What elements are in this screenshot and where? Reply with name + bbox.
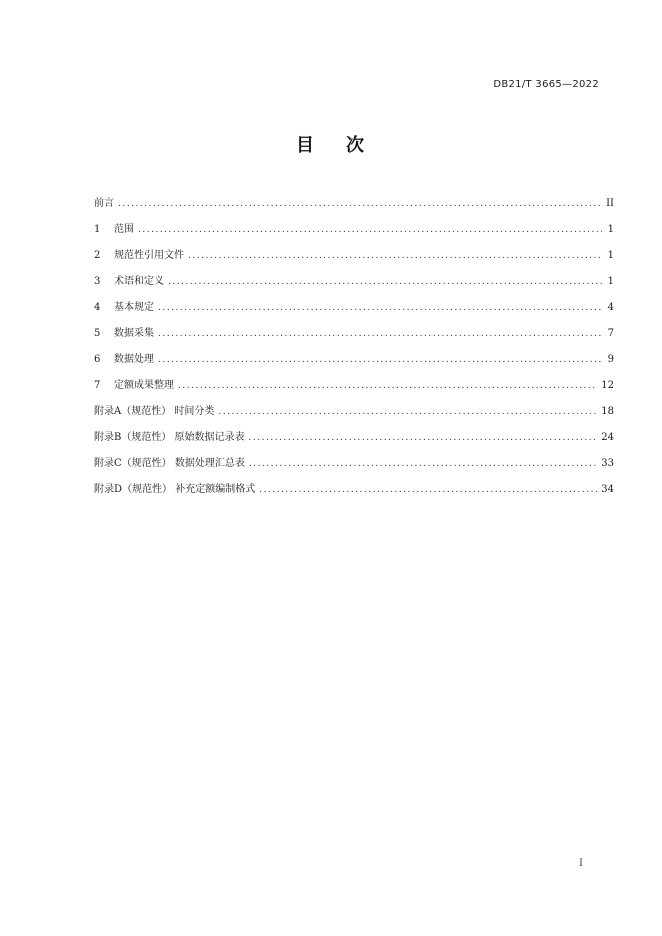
toc-entry-text: 附录A（规范性） 时间分类 bbox=[94, 406, 215, 417]
toc-entry-text: 规范性引用文件 bbox=[114, 250, 184, 261]
toc-entry-text: 术语和定义 bbox=[114, 276, 164, 287]
toc-leader-dots bbox=[218, 405, 597, 419]
toc-entry-text: 定额成果整理 bbox=[114, 380, 174, 391]
toc-entry-page: 1 bbox=[607, 250, 614, 261]
toc-leader-dots bbox=[168, 275, 602, 289]
toc-entry-basic-provisions[interactable] bbox=[94, 295, 614, 321]
toc-entry-page: 9 bbox=[607, 354, 614, 365]
toc-list bbox=[94, 191, 614, 503]
toc-entry-data-processing[interactable] bbox=[94, 347, 614, 373]
toc-entry-text: 数据采集 bbox=[114, 328, 154, 339]
toc-entry-preface[interactable] bbox=[94, 191, 614, 217]
toc-leader-dots bbox=[158, 353, 602, 367]
toc-entry-text: 附录B（规范性） 原始数据记录表 bbox=[94, 432, 245, 443]
toc-entry-text: 前言 bbox=[94, 198, 114, 209]
toc-entry-number: 6 bbox=[94, 354, 101, 365]
toc-entry-number: 7 bbox=[94, 380, 101, 391]
toc-entry-normative-references[interactable] bbox=[94, 243, 614, 269]
toc-entry-page: 33 bbox=[601, 458, 614, 469]
toc-entry-page: 34 bbox=[601, 484, 614, 495]
toc-leader-dots bbox=[249, 431, 598, 445]
toc-entry-number: 4 bbox=[94, 302, 101, 313]
toc-leader-dots bbox=[259, 483, 597, 497]
toc-entry-data-collection[interactable] bbox=[94, 321, 614, 347]
toc-entry-number: 1 bbox=[94, 224, 101, 235]
toc-entry-page: 18 bbox=[601, 406, 614, 417]
toc-entry-page: 24 bbox=[601, 432, 614, 443]
toc-title-char-1: 目 bbox=[296, 135, 316, 156]
toc-entry-appendix-a[interactable] bbox=[94, 399, 614, 425]
toc-entry-page: 1 bbox=[607, 276, 614, 287]
toc-leader-dots bbox=[178, 379, 597, 393]
toc-leader-dots bbox=[158, 301, 602, 315]
toc-leader-dots bbox=[158, 327, 602, 341]
page-number: I bbox=[579, 858, 583, 869]
toc-entry-text: 附录C（规范性） 数据处理汇总表 bbox=[94, 458, 245, 469]
toc-entry-page: 7 bbox=[607, 328, 614, 339]
toc-title bbox=[0, 131, 662, 157]
toc-leader-dots bbox=[118, 197, 602, 211]
toc-entry-terms-definitions[interactable] bbox=[94, 269, 614, 295]
toc-entry-text: 附录D（规范性） 补充定额编制格式 bbox=[94, 484, 256, 495]
toc-entry-page: 12 bbox=[601, 380, 614, 391]
toc-leader-dots bbox=[188, 249, 602, 263]
toc-entry-number: 2 bbox=[94, 250, 101, 261]
toc-leader-dots bbox=[249, 457, 597, 471]
toc-entry-appendix-b[interactable] bbox=[94, 425, 614, 451]
toc-entry-text: 范围 bbox=[114, 224, 134, 235]
toc-entry-quota-results[interactable] bbox=[94, 373, 614, 399]
toc-entry-page: II bbox=[606, 198, 614, 209]
document-code: DB21/T 3665—2022 bbox=[493, 79, 599, 90]
toc-entry-appendix-d[interactable] bbox=[94, 477, 614, 503]
toc-entry-appendix-c[interactable] bbox=[94, 451, 614, 477]
toc-entry-text: 基本规定 bbox=[114, 302, 154, 313]
toc-leader-dots bbox=[138, 223, 602, 237]
toc-entry-page: 1 bbox=[607, 224, 614, 235]
toc-entry-number: 5 bbox=[94, 328, 101, 339]
toc-title-char-2: 次 bbox=[346, 135, 366, 156]
toc-entry-number: 3 bbox=[94, 276, 101, 287]
toc-entry-scope[interactable] bbox=[94, 217, 614, 243]
toc-entry-page: 4 bbox=[607, 302, 614, 313]
toc-entry-text: 数据处理 bbox=[114, 354, 154, 365]
